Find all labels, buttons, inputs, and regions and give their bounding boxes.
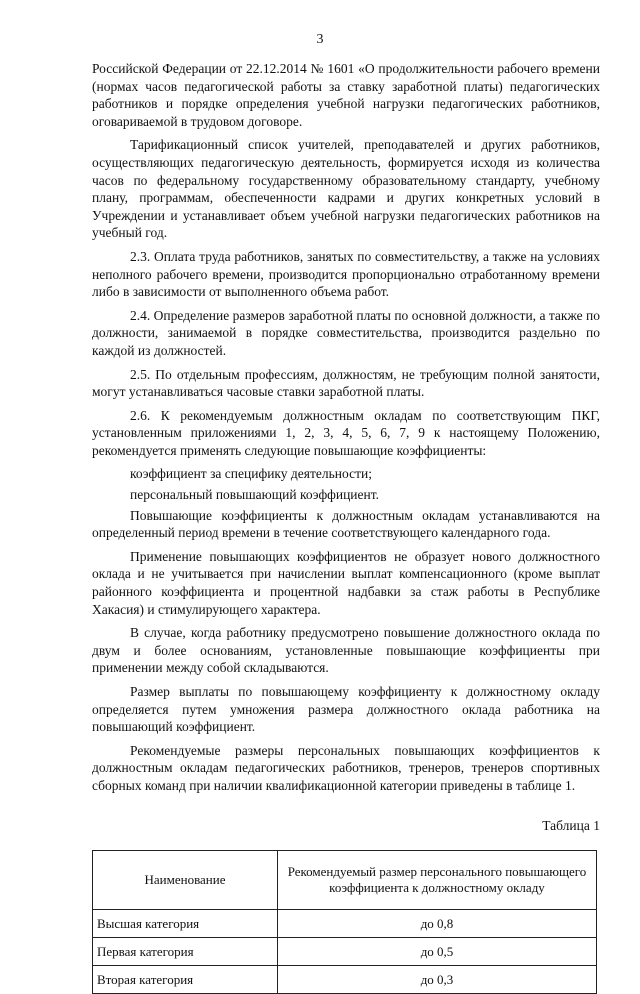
column-header-coefficient: Рекомендуемый размер персонального повышающего коэффициента к должностному окладу (278, 851, 597, 910)
paragraph: Рекомендуемые размеры персональных повышающих коэффициентов к должностным окладам педагогических работников, тренеров, тренеров спортивных сборных команд при наличии квалификационной категории приведены в таблице 1. (92, 742, 600, 793)
table-row (93, 910, 597, 938)
paragraph: 2.3. Оплата труда работников, занятых по совместительству, а также на условиях неполного рабочего времени, производится пропорционально отработанному времени либо в зависимости от выполненного объема работ. (92, 248, 600, 300)
table-row (93, 938, 597, 966)
paragraph: 2.4. Определение размеров заработной платы по основной должности, а также по должности, занимаемой в порядке совместительства, производится раздельно по каждой из должностей. (92, 307, 600, 358)
table-caption: Таблица 1 (542, 817, 600, 833)
document-body (92, 60, 600, 994)
paragraph: 2.6. К рекомендуемым должностным окладам по соответствующим ПКГ, установленным приложениями 1, 2, 3, 4, 5, 6, 7, 9 к настоящему Положению, рекомендуется применять следующие повышающие коэффициенты: (92, 407, 600, 458)
paragraph: Размер выплаты по повышающему коэффициенту к должностному окладу определяется путем умножения размера должностного оклада работника на повышающий коэффициент. (92, 684, 600, 735)
paragraph: 2.5. По отдельным профессиям, должностям, не требующим полной занятости, могут устанавливаться часовые ставки заработной платы. (92, 366, 600, 400)
coefficient-value: до 0,5 (278, 938, 597, 966)
column-header-name: Наименование (93, 851, 278, 910)
page-number: 3 (316, 32, 324, 47)
category-name: Вторая категория (93, 966, 278, 994)
paragraph: Российской Федерации от 22.12.2014 № 1601 «О продолжительности рабочего времени (нормах часов педагогической работы за ставку заработной платы) педагогических работников и порядке определения учебной нагрузки педагогических работников, оговариваемой в трудовом договоре. (92, 61, 600, 129)
category-name: Высшая категория (93, 910, 278, 938)
paragraph: Повышающие коэффициенты к должностным окладам устанавливаются на определенный период времени в течение соответствующего календарного года. (92, 507, 600, 541)
coefficients-table (92, 850, 597, 994)
coefficient-value: до 0,8 (278, 910, 597, 938)
table-header-row (93, 851, 597, 910)
paragraph: В случае, когда работнику предусмотрено повышение должностного оклада по двум и более основаниям, установленные повышающие коэффициенты при применении между собой складываются. (92, 625, 600, 676)
coefficient-value: до 0,3 (278, 966, 597, 994)
list-item: персональный повышающий коэффициент. (130, 487, 380, 503)
paragraph: Тарификационный список учителей, преподавателей и других работников, осуществляющих педагогическую деятельность, формируется исходя из количества часов по федеральному государственному образовательному стандарту, учебному плану, программам, обеспеченности кадрами и других конкретных условий в Учреждении и устанавливает объем учебной нагрузки педагогических работников на учебный год. (92, 137, 600, 241)
paragraph: Применение повышающих коэффициентов не образует нового должностного оклада и не учитывается при начислении выплат компенсационного (кроме выплат районного коэффициента и процентной надбавки за стаж работы в Республике Хакасия) и стимулирующего характера. (92, 548, 600, 617)
category-name: Первая категория (93, 938, 278, 966)
list-item: коэффициент за специфику деятельности; (130, 466, 372, 482)
table-row (93, 966, 597, 994)
